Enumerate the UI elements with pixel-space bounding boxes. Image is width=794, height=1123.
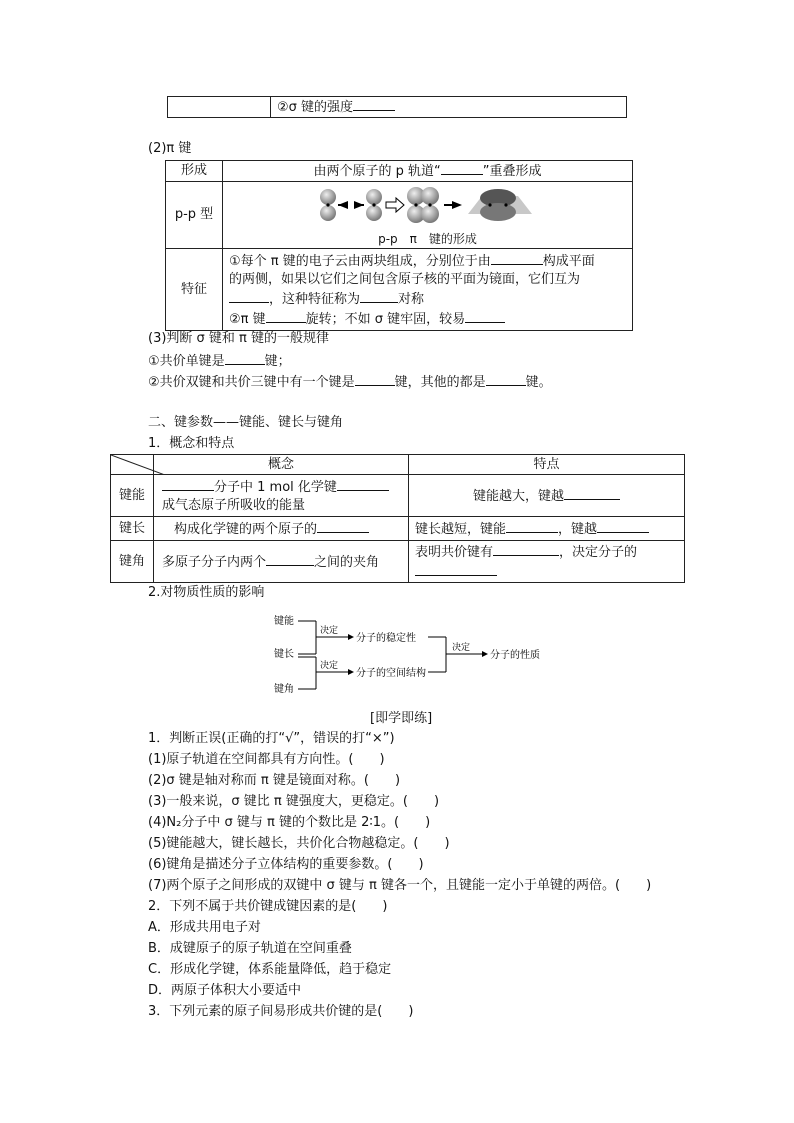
pi-formation-label: 形成: [166, 161, 223, 182]
diag-header-cell: [111, 455, 154, 475]
blank: [353, 97, 395, 111]
practice-title: [即学即练]: [370, 711, 433, 726]
blank: [415, 562, 497, 576]
blank: [360, 289, 398, 303]
row-concept: 多原子分子内两个 之间的夹角: [154, 541, 409, 583]
top-table-empty-cell: [168, 97, 271, 118]
option: D．两原子体积大小要适中: [148, 983, 302, 998]
params-heading: 二、键参数——键能、键长与键角: [148, 415, 344, 430]
rule-heading: (3)判断 σ 键和 π 键的一般规律: [148, 331, 330, 346]
svg-text:决定: 决定: [320, 661, 339, 671]
rule-line-2: ②共价双键和共价三键中有一个键是 键，其他的都是 键。: [148, 372, 552, 392]
practice-item: (6)键角是描述分子立体结构的重要参数。( ): [148, 857, 424, 872]
row-concept: 分子中 1 mol 化学键 成气态原子所吸收的能量: [154, 475, 409, 517]
top-table-cell: ②σ 键的强度: [271, 97, 627, 118]
practice-item: (2)σ 键是轴对称而 π 键是镜面对称。( ): [148, 773, 401, 788]
svg-text:决定: 决定: [452, 643, 471, 653]
blank: [465, 309, 505, 323]
diagonal-line: [111, 455, 165, 475]
blank: [491, 251, 543, 265]
blank: [441, 161, 483, 175]
row-feature: 表明共价键有 ，决定分子的: [409, 541, 685, 583]
practice-item: (7)两个原子之间形成的双键中 σ 键与 π 键各一个，且键能一定小于单键的两倍。( ): [148, 878, 652, 893]
result-label: 分子的性质: [490, 650, 540, 661]
mid-label: 分子的稳定性: [356, 633, 416, 644]
left-label: 键长: [274, 649, 294, 660]
pi-heading: (2)π 键: [148, 141, 192, 156]
blank: [229, 289, 269, 303]
top-table: [167, 96, 627, 118]
row-concept: 构成化学键的两个原子的: [154, 517, 409, 541]
question-2: 2．下列不属于共价键成键因素的是( ): [148, 899, 388, 914]
influence-heading: 2.对物质性质的影响: [148, 585, 265, 600]
blank: [266, 552, 314, 566]
question-1: 1．判断正误(正确的打“√”，错误的打“×”): [148, 731, 395, 746]
pi-feature-text: ①每个 π 键的电子云由两块组成，分别位于由 构成平面 的两侧，如果以它们之间包含原子核的平面为镜面，它们互为 ，这种特征称为 对称 ②π 键 旋转；不如 σ 键牢固，较易: [223, 249, 633, 331]
row-name: 键能: [111, 475, 154, 517]
influence-diagram: [268, 610, 558, 700]
blank: [597, 519, 649, 533]
blank: [317, 519, 369, 533]
blank: [493, 542, 559, 556]
question-3: 3．下列元素的原子间易形成共价键的是( ): [148, 1004, 414, 1019]
params-subheading: 1．概念和特点: [148, 436, 235, 451]
pi-formation-text: 由两个原子的 p 轨道“ ”重叠形成: [223, 161, 633, 182]
col-concept: 概念: [154, 455, 409, 475]
option: A．形成共用电子对: [148, 920, 261, 935]
practice-item: (3)一般来说，σ 键比 π 键强度大，更稳定。( ): [148, 794, 440, 809]
pi-feature-label: 特征: [166, 249, 223, 331]
row-feature: 键长越短，键能 ，键越: [409, 517, 685, 541]
rule-line-1: ①共价单键是 键；: [148, 351, 291, 371]
row-feature: 键能越大，键越: [409, 475, 685, 517]
params-table: [110, 454, 685, 583]
option: B．成键原子的原子轨道在空间重叠: [148, 941, 352, 956]
blank: [225, 351, 265, 365]
blank: [337, 477, 389, 491]
pi-figure-cell: [223, 182, 633, 249]
col-feature: 特点: [409, 455, 685, 475]
practice-item: (1)原子轨道在空间都具有方向性。( ): [148, 752, 385, 767]
blank: [266, 309, 306, 323]
blank: [355, 372, 395, 386]
blank: [486, 372, 526, 386]
pi-table: [165, 160, 633, 331]
row-name: 键长: [111, 517, 154, 541]
figure-caption: p-p π 键的形成: [378, 232, 477, 246]
blank: [564, 486, 620, 500]
svg-text:决定: 决定: [320, 626, 339, 636]
blank: [506, 519, 558, 533]
left-label: 键能: [274, 616, 294, 627]
pp-pi-bond-figure: [318, 184, 538, 226]
practice-item: (5)键能越大，键长越长，共价化合物越稳定。( ): [148, 836, 450, 851]
row-name: 键角: [111, 541, 154, 583]
pi-pp-label: p-p 型: [166, 182, 223, 249]
left-label: 键角: [274, 684, 294, 695]
practice-item: (4)N₂分子中 σ 键与 π 键的个数比是 2∶1。( ): [148, 815, 431, 830]
mid-label: 分子的空间结构: [356, 668, 426, 679]
option: C．形成化学键，体系能量降低，趋于稳定: [148, 962, 392, 977]
blank: [162, 477, 214, 491]
